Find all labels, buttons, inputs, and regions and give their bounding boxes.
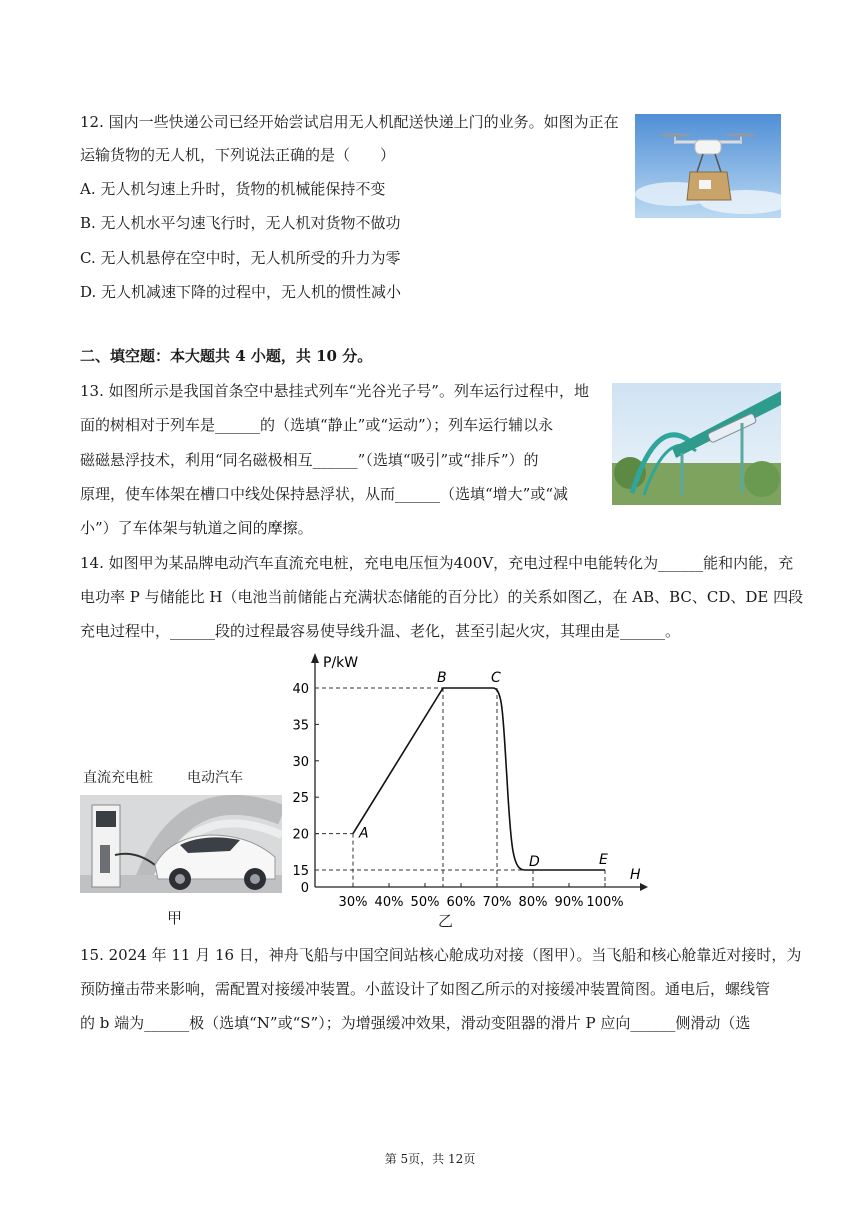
drone-image [635, 114, 781, 218]
point-label-D: D [529, 854, 540, 870]
y-tick-label: 20 [292, 827, 309, 843]
x-tick-label: 40% [374, 895, 404, 910]
label-electric-car: 电动汽车 [187, 770, 243, 786]
y-tick-label: 30 [292, 754, 309, 770]
q13-line-5: 小”）了车体架与轨道之间的摩擦。 [80, 519, 313, 537]
q15-line-2: 预防撞击带来影响，需配置对接缓冲装置。小蓝设计了如图乙所示的对接缓冲装置简图。通电后，螺线管 [80, 980, 771, 998]
section-2-heading: 二、填空题：本大题共 4 小题，共 10 分。 [80, 347, 373, 365]
point-label-C: C [491, 670, 501, 686]
x-tick-label: 70% [482, 895, 512, 910]
suspended-train-image [612, 383, 781, 505]
charging-pile-car-image [80, 795, 282, 893]
q15-line-3: 的 b 端为______极（选填“N”或“S”）；为增强缓冲效果，滑动变阻器的滑片 P 应向______侧滑动（选 [80, 1014, 751, 1032]
q14-line-2: 电功率 P 与储能比 H（电池当前储能占充满状态储能的百分比）的关系如图乙，在 AB、BC、CD、DE 四段 [80, 588, 804, 606]
q12-stem-line-1: 12. 国内一些快递公司已经开始尝试启用无人机配送快递上门的业务。如图为正在 [80, 113, 619, 131]
x-tick-label: 50% [410, 895, 440, 910]
x-tick-label: 100% [586, 895, 624, 910]
y-axis-arrow [311, 653, 319, 663]
q12-option-a: A. 无人机匀速上升时，货物的机械能保持不变 [80, 180, 386, 198]
y-tick-label: 0 [300, 881, 309, 896]
q13-line-1: 13. 如图所示是我国首条空中悬挂式列车“光谷光子号”。列车运行过程中，地 [80, 382, 589, 400]
page-footer: 第 5页，共 12页 [384, 1152, 476, 1166]
x-tick-label: 60% [446, 895, 476, 910]
figure-yi-caption: 乙 [438, 912, 454, 930]
y-axis-label: P/kW [323, 655, 359, 671]
q13-line-3: 磁磁悬浮技术，利用“同名磁极相互______”（选填“吸引”或“排斥”）的 [80, 451, 539, 469]
series-line [353, 688, 605, 870]
x-tick-label: 80% [518, 895, 548, 910]
y-tick-label: 15 [292, 864, 309, 879]
q12-option-b: B. 无人机水平匀速飞行时，无人机对货物不做功 [80, 214, 401, 232]
q12-option-d: D. 无人机减速下降的过程中，无人机的惯性减小 [80, 283, 402, 301]
p-h-chart [280, 645, 660, 915]
q12-stem-line-2: 运输货物的无人机，下列说法正确的是（ ） [80, 146, 396, 164]
q15-line-1: 15. 2024 年 11 月 16 日，神舟飞船与中国空间站核心舱成功对接（图甲）。当飞船和核心舱靠近对接时，为 [80, 946, 802, 964]
label-dc-charging-pile: 直流充电桩 [83, 770, 153, 786]
q12-option-c: C. 无人机悬停在空中时，无人机所受的升力为零 [80, 249, 401, 267]
x-tick-label: 30% [338, 895, 368, 910]
x-axis-label: H [630, 867, 641, 883]
point-label-B: B [437, 670, 447, 686]
x-tick-label: 90% [554, 895, 584, 910]
q14-line-3: 充电过程中，______段的过程最容易使导线升温、老化，甚至引起火灾，其理由是______。 [80, 622, 681, 640]
x-axis-arrow [640, 883, 648, 891]
y-tick-label: 25 [292, 791, 309, 807]
point-label-A: A [359, 825, 369, 842]
figure-jia-caption: 甲 [167, 909, 183, 927]
q13-line-4: 原理，使车体架在槽口中线处保持悬浮状，从而______（选填“增大”或“减 [80, 485, 569, 503]
q14-line-1: 14. 如图甲为某品牌电动汽车直流充电桩，充电电压恒为400V，充电过程中电能转化为______能和内能，充 [80, 554, 794, 572]
q13-line-2: 面的树相对于列车是______的（选填“静止”或“运动”）；列车运行辅以永 [80, 416, 554, 434]
point-label-E: E [599, 852, 608, 868]
y-tick-label: 35 [292, 718, 309, 734]
y-tick-label: 40 [292, 682, 309, 697]
